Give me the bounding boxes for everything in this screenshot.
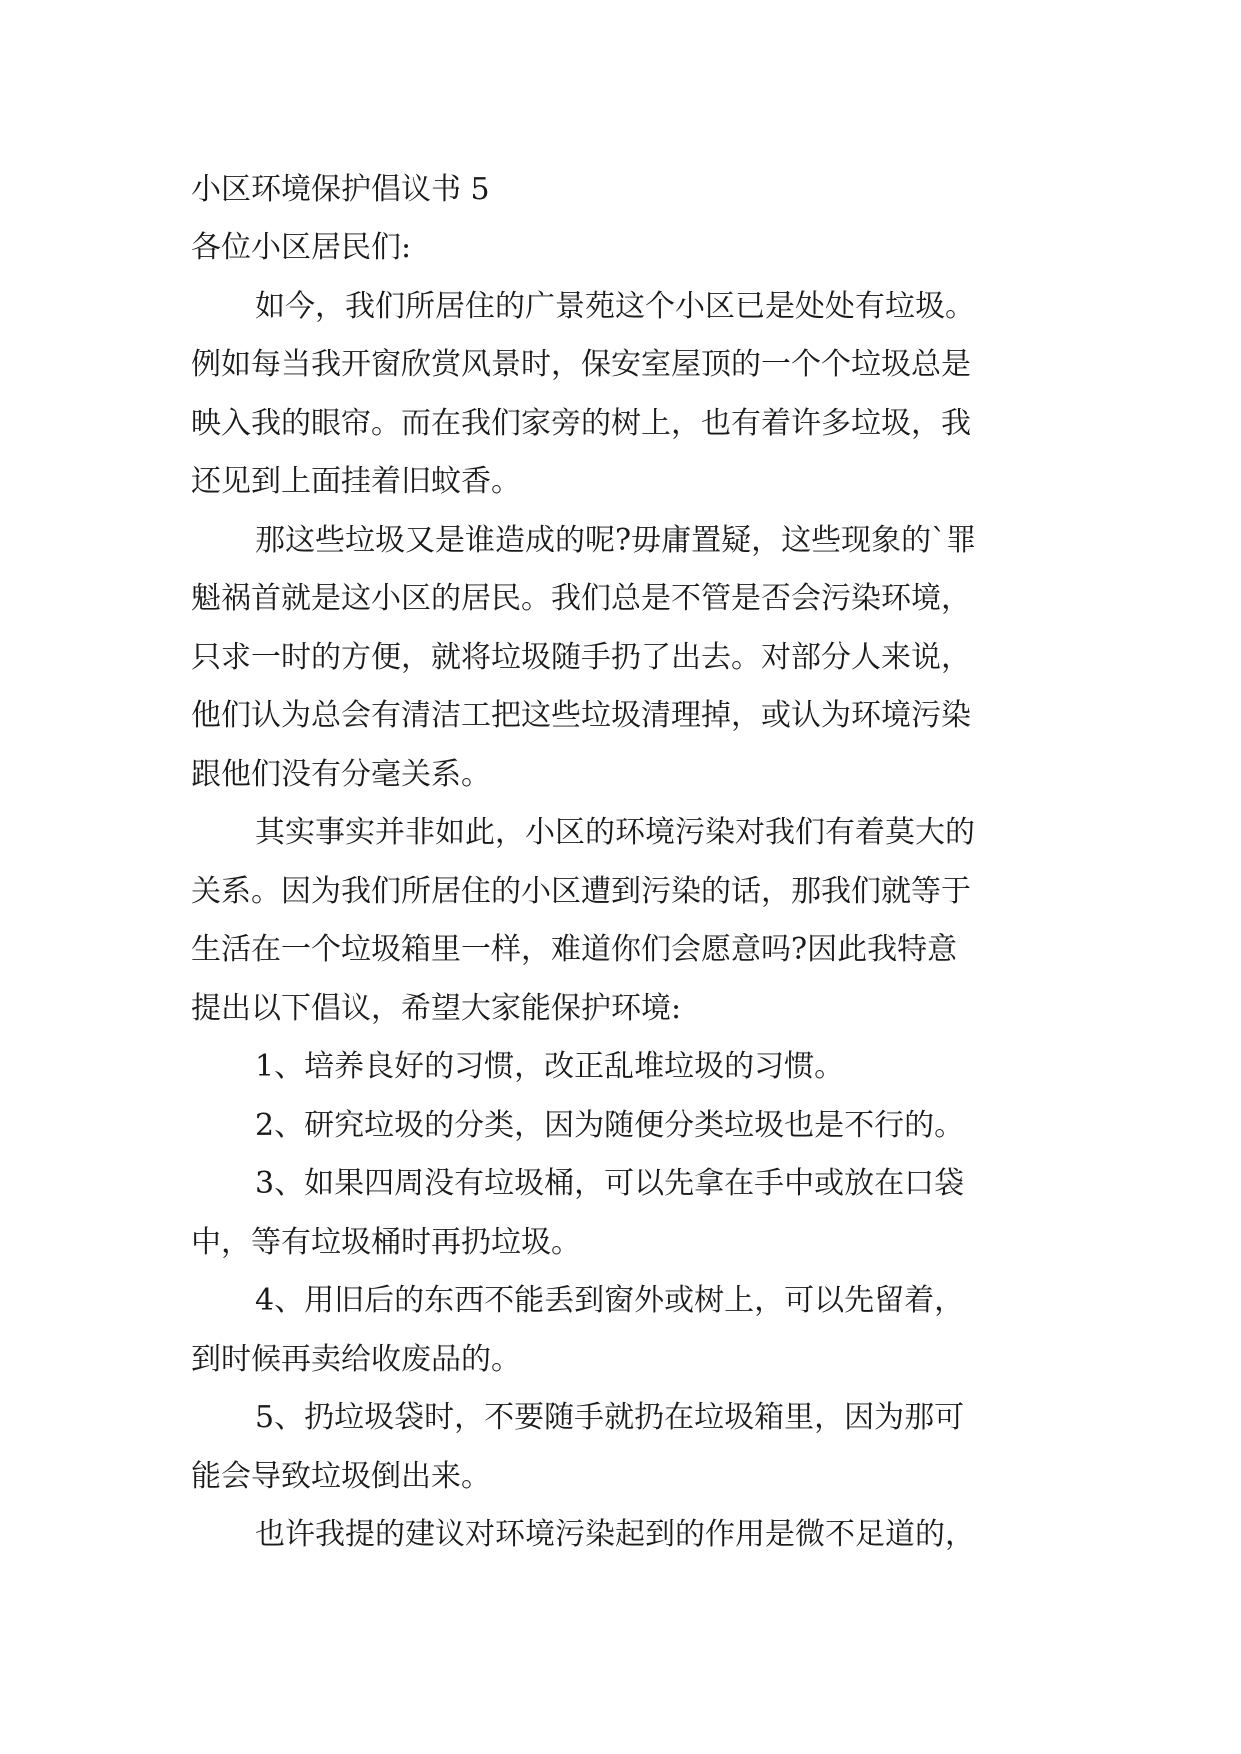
proposal-item-5-line-1: 5、扔垃圾袋时，不要随手就扔在垃圾箱里，因为那可 [255,1400,965,1435]
paragraph-2-line-2: 魁祸首就是这小区的居民。我们总是不管是否会污染环境， [191,581,971,616]
proposal-item-5-line-2: 能会导致垃圾倒出来。 [191,1458,491,1494]
proposal-item-2: 2、研究垃圾的分类，因为随便分类垃圾也是不行的。 [255,1107,965,1143]
proposal-item-1: 1、培养良好的习惯，改正乱堆垃圾的习惯。 [255,1049,845,1084]
paragraph-1-line-3: 映入我的眼帘。而在我们家旁的树上，也有着许多垃圾，我 [191,405,971,441]
closing-paragraph-line-1: 也许我提的建议对环境污染起到的作用是微不足道的， [255,1517,975,1552]
proposal-item-3-line-2: 中，等有垃圾桶时再扔垃圾。 [191,1224,581,1260]
document-title: 小区环境保护倡议书 5 [191,171,490,207]
proposal-item-3-line-1: 3、如果四周没有垃圾桶，可以先拿在手中或放在口袋 [255,1166,965,1201]
paragraph-2-line-3: 只求一时的方便，就将垃圾随手扔了出去。对部分人来说， [191,639,971,675]
paragraph-3-line-4: 提出以下倡议，希望大家能保护环境: [191,990,682,1026]
proposal-item-4-line-1: 4、用旧后的东西不能丢到窗外或树上，可以先留着， [255,1283,965,1318]
paragraph-2-line-4: 他们认为总会有清洁工把这些垃圾清理掉，或认为环境污染 [191,698,971,733]
paragraph-1-line-2: 例如每当我开窗欣赏风景时，保安室屋顶的一个个垃圾总是 [191,347,971,382]
document-body [191,161,1061,1565]
paragraph-1-line-1: 如今，我们所居住的广景苑这个小区已是处处有垃圾。 [255,288,975,324]
greeting-line: 各位小区居民们: [191,230,412,265]
paragraph-2-line-5: 跟他们没有分毫关系。 [191,756,491,792]
paragraph-1-line-4: 还见到上面挂着旧蚊香。 [191,464,521,499]
paragraph-2-line-1: 那这些垃圾又是谁造成的呢?毋庸置疑，这些现象的`罪 [255,522,977,558]
proposal-item-4-line-2: 到时候再卖给收废品的。 [191,1341,521,1377]
paragraph-3-line-2: 关系。因为我们所居住的小区遭到污染的话，那我们就等于 [191,873,971,909]
paragraph-3-line-3: 生活在一个垃圾箱里一样，难道你们会愿意吗?因此我特意 [191,932,958,967]
paragraph-3-line-1: 其实事实并非如此，小区的环境污染对我们有着莫大的 [255,815,975,850]
